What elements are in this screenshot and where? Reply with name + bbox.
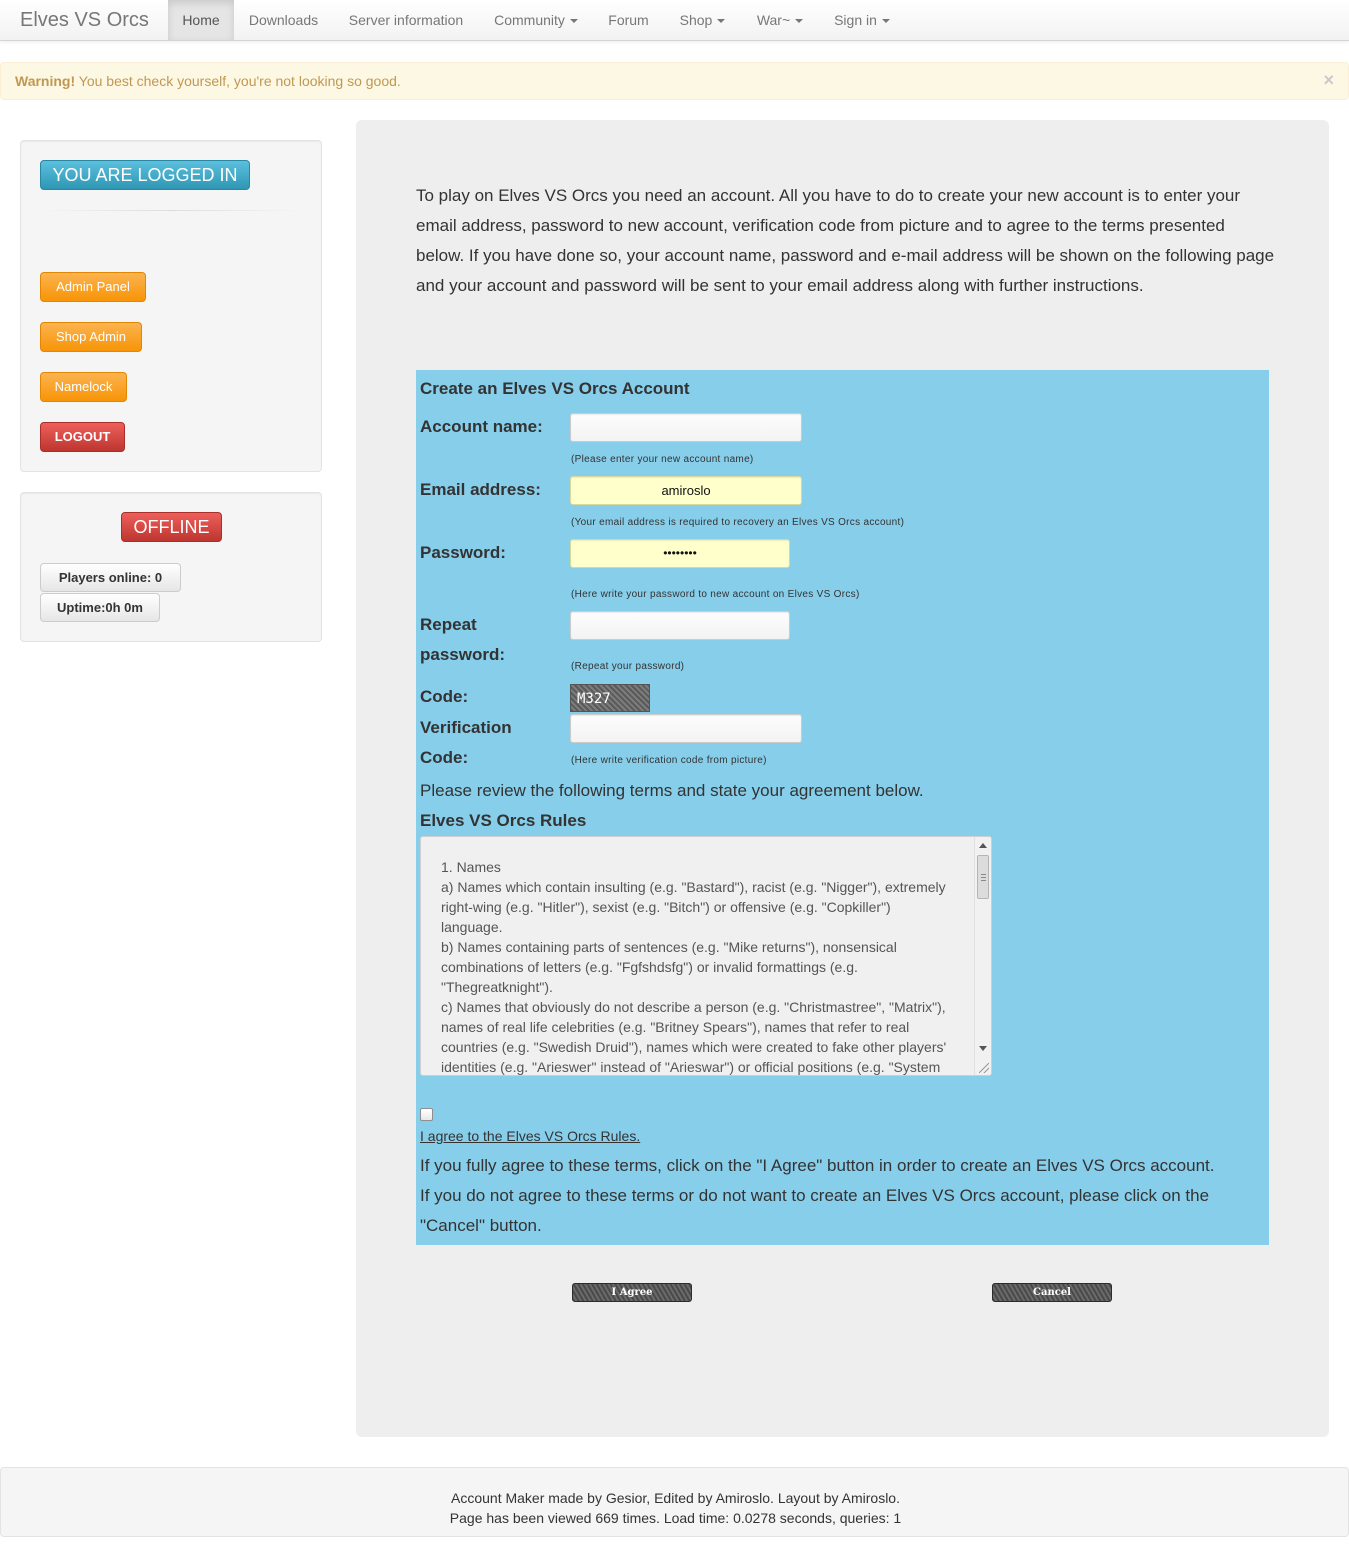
account-name-label: Account name: bbox=[420, 417, 543, 436]
scroll-thumb[interactable] bbox=[977, 855, 989, 899]
logged-in-badge[interactable]: YOU ARE LOGGED IN bbox=[40, 160, 250, 190]
nav-community[interactable] bbox=[479, 0, 593, 40]
rules-line: 1. Names bbox=[441, 859, 501, 875]
nav-home-label: Home bbox=[182, 12, 220, 28]
nav-forum-label: Forum bbox=[608, 12, 649, 28]
warning-alert bbox=[0, 62, 1349, 100]
footer-stats: Page has been viewed 669 times. Load time: 0.0278 seconds, queries: 1 bbox=[449, 1510, 902, 1526]
footer-credits: Account Maker made by Gesior, Edited by Amiroslo. Layout by Amiroslo. bbox=[451, 1490, 900, 1506]
agree-info-line-3: "Cancel" button. bbox=[420, 1216, 542, 1235]
grip-line bbox=[981, 874, 986, 875]
password-input[interactable]: •••••••• bbox=[570, 539, 790, 568]
agree-info-line-2: If you do not agree to these terms or do not want to create an Elves VS Orcs account, please click on the bbox=[420, 1186, 1210, 1205]
footer bbox=[0, 1467, 1349, 1537]
email-label: Email address: bbox=[420, 480, 541, 499]
rules-title: Elves VS Orcs Rules bbox=[420, 811, 587, 830]
nav-war-label: War~ bbox=[756, 12, 791, 28]
grip-line bbox=[981, 877, 986, 878]
rules-line: names of real life celebrities (e.g. "Britney Spears"), names that refer to real bbox=[441, 1019, 910, 1035]
close-icon[interactable]: × bbox=[1323, 70, 1334, 90]
rules-line: b) Names containing parts of sentences (e.g. "Mike returns"), nonsensical bbox=[441, 939, 897, 955]
caret-down-icon bbox=[717, 19, 725, 23]
nav-server-information-label: Server information bbox=[348, 12, 464, 28]
rules-textarea[interactable] bbox=[420, 836, 992, 1076]
players-online-badge: Players online: 0 bbox=[40, 563, 181, 592]
nav-downloads[interactable] bbox=[234, 0, 333, 40]
verification-code-hint: (Here write verification code from picture) bbox=[571, 755, 767, 766]
verification-code-label-1: Verification bbox=[420, 718, 512, 737]
intro-text: To play on Elves VS Orcs you need an account. All you have to do to create your new account is to enter your email address, password to new account, verification code from picture and to agree to the terms presented below. If you have done so, your account name, password and e-mail address will be shown on the following page and your account and password will be sent to your email address along with further instructions. bbox=[416, 186, 1275, 295]
namelock-button[interactable]: Namelock bbox=[40, 372, 127, 402]
logout-button[interactable]: LOGOUT bbox=[40, 422, 125, 452]
email-input[interactable]: amiroslo bbox=[570, 476, 802, 505]
repeat-password-input[interactable] bbox=[570, 611, 790, 640]
divider bbox=[40, 210, 302, 211]
rules-scrollbar[interactable] bbox=[974, 837, 991, 1075]
rules-line: right-wing (e.g. "Hitler"), sexist (e.g. "Bitch") or offensive (e.g. "Copkiller") bbox=[441, 899, 891, 915]
cancel-button[interactable]: Cancel bbox=[992, 1283, 1112, 1302]
scroll-down-icon[interactable] bbox=[979, 1046, 987, 1051]
verification-code-input[interactable] bbox=[570, 714, 802, 743]
nav-war[interactable] bbox=[741, 0, 819, 40]
rules-line: identities (e.g. "Arieswer" instead of "Arieswar") or official positions (e.g. "System bbox=[441, 1059, 941, 1075]
email-hint: (Your email address is required to recovery an Elves VS Orcs account) bbox=[571, 517, 905, 528]
nav-downloads-label: Downloads bbox=[248, 12, 319, 28]
agree-rules-label[interactable]: I agree to the Elves VS Orcs Rules. bbox=[420, 1128, 641, 1144]
nav-home[interactable] bbox=[168, 0, 234, 40]
caret-down-icon bbox=[570, 19, 578, 23]
agree-info-line-1: If you fully agree to these terms, click on the "I Agree" button in order to create an Elves VS Orcs account. bbox=[420, 1156, 1215, 1175]
resize-handle-icon[interactable] bbox=[979, 1063, 989, 1073]
repeat-password-hint: (Repeat your password) bbox=[571, 661, 685, 672]
nav-sign-in[interactable] bbox=[819, 0, 905, 40]
scroll-up-icon[interactable] bbox=[979, 843, 987, 848]
caret-down-icon bbox=[795, 19, 803, 23]
form-title: Create an Elves VS Orcs Account bbox=[420, 379, 690, 398]
uptime-badge: Uptime:0h 0m bbox=[40, 593, 160, 622]
rules-text bbox=[441, 857, 966, 1076]
admin-panel-button[interactable]: Admin Panel bbox=[40, 272, 146, 302]
rules-line: combinations of letters (e.g. "Fgfshdsfg") or invalid formattings (e.g. bbox=[441, 959, 858, 975]
navbar bbox=[0, 0, 1349, 41]
server-status-badge: OFFLINE bbox=[121, 512, 222, 542]
verification-code-label-2: Code: bbox=[420, 748, 469, 767]
nav-community-label: Community bbox=[494, 12, 565, 28]
brand-logo[interactable]: Elves VS Orcs bbox=[20, 9, 149, 31]
rules-line: a) Names which contain insulting (e.g. "Bastard"), racist (e.g. "Nigger"), extremely bbox=[441, 879, 946, 895]
repeat-password-label-2: password: bbox=[420, 645, 506, 664]
password-label: Password: bbox=[420, 543, 506, 562]
nav-forum[interactable] bbox=[593, 0, 664, 40]
caret-down-icon bbox=[882, 19, 890, 23]
nav-shop[interactable] bbox=[664, 0, 741, 40]
repeat-password-label-1: Repeat bbox=[420, 615, 477, 634]
i-agree-button[interactable]: I Agree bbox=[572, 1283, 692, 1302]
nav-server-information[interactable] bbox=[333, 0, 479, 40]
rules-line: language. bbox=[441, 919, 503, 935]
password-hint: (Here write your password to new account on Elves VS Orcs) bbox=[571, 589, 860, 600]
nav-shop-label: Shop bbox=[679, 12, 713, 28]
grip-line bbox=[981, 880, 986, 881]
alert-strong: Warning! bbox=[15, 73, 76, 89]
rules-line: c) Names that obviously do not describe a person (e.g. "Christmastree", "Matrix"), bbox=[441, 999, 946, 1015]
code-label: Code: bbox=[420, 687, 469, 706]
alert-text: You best check yourself, you're not looking so good. bbox=[75, 73, 401, 89]
account-name-input[interactable] bbox=[570, 413, 802, 442]
rules-line: "Thegreatknight"). bbox=[441, 979, 553, 995]
nav-sign-in-label: Sign in bbox=[834, 12, 877, 28]
shop-admin-button[interactable]: Shop Admin bbox=[40, 322, 142, 352]
review-terms-text: Please review the following terms and state your agreement below. bbox=[420, 781, 924, 800]
account-name-hint: (Please enter your new account name) bbox=[571, 454, 754, 465]
captcha-image: M327 bbox=[570, 684, 650, 712]
agree-checkbox[interactable] bbox=[420, 1108, 433, 1121]
rules-line: countries (e.g. "Swedish Druid"), names which were created to fake other players' bbox=[441, 1039, 947, 1055]
